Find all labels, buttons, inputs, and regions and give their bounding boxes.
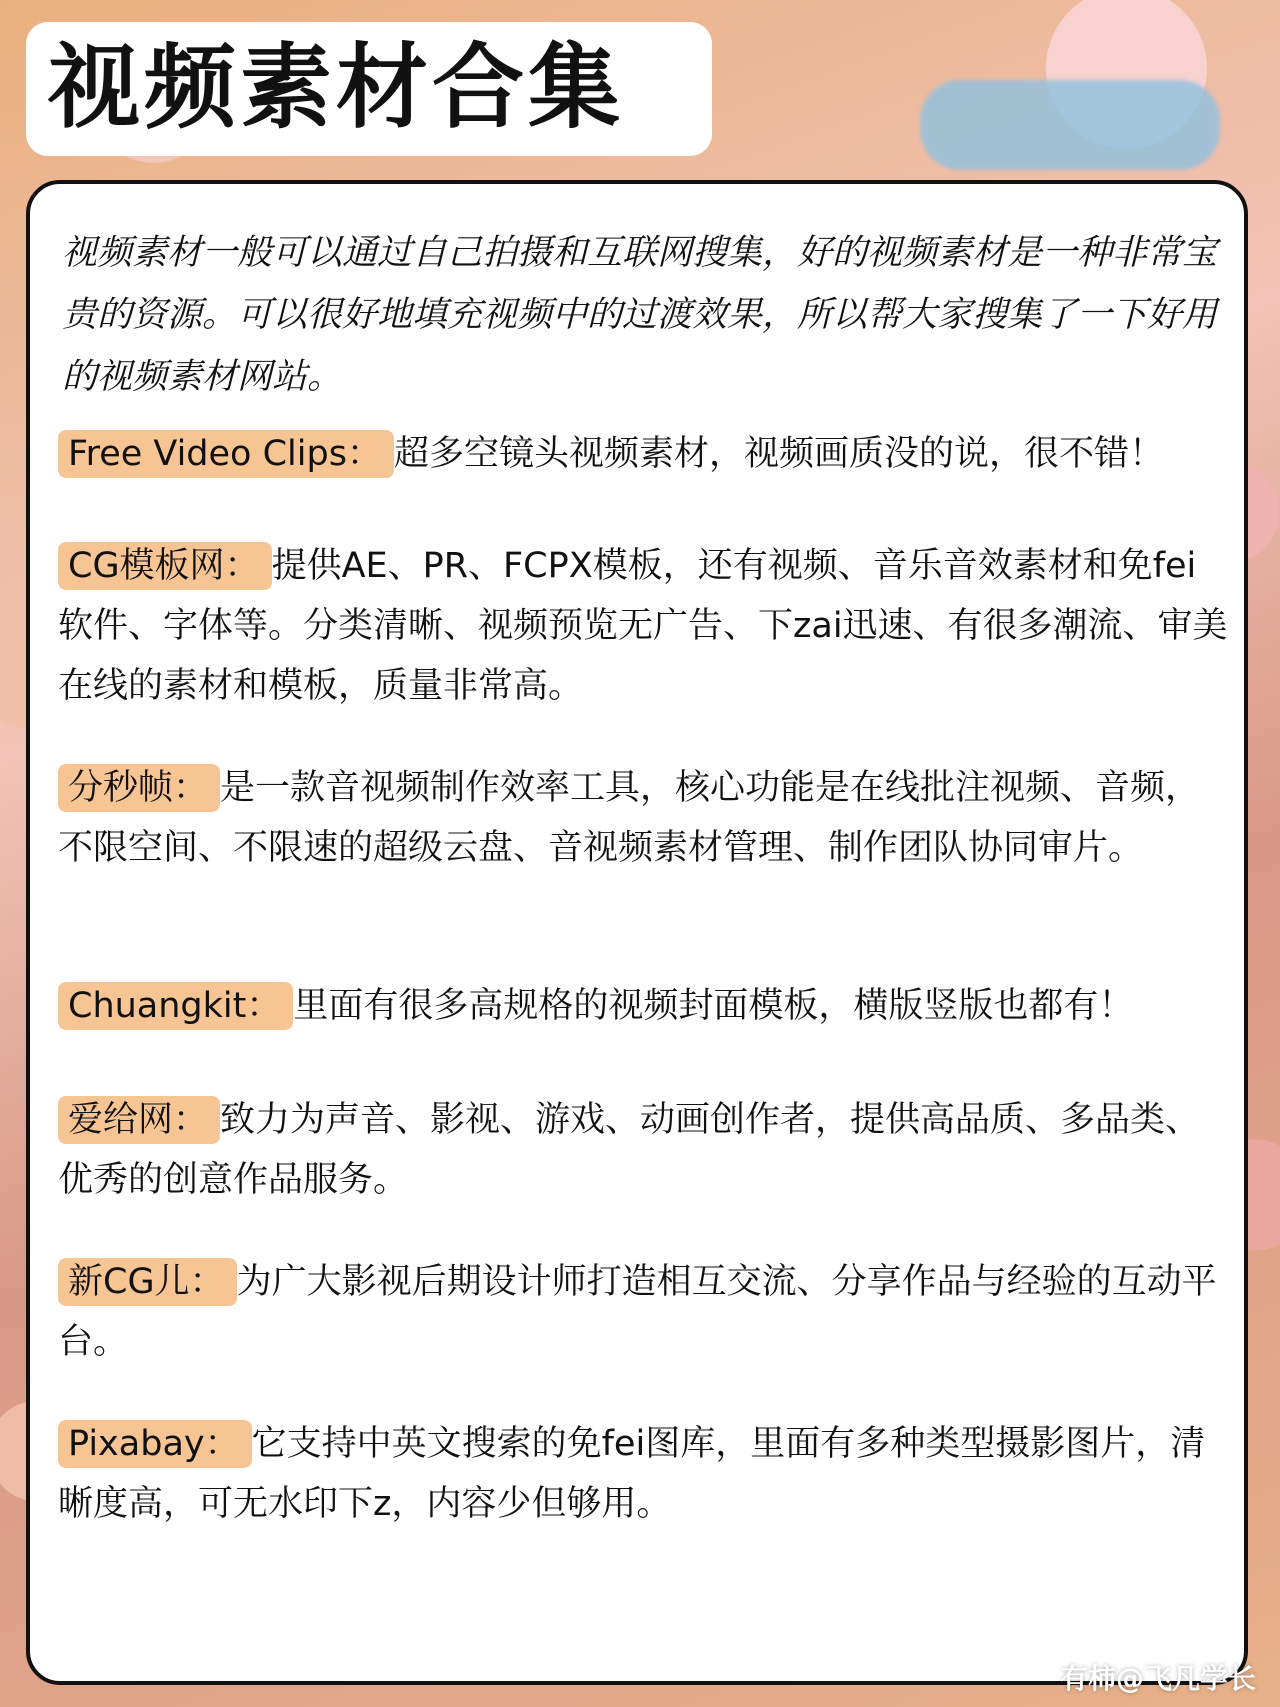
entry-aigei bbox=[58, 1090, 1228, 1210]
page-title: 视频素材合集 bbox=[48, 34, 625, 141]
content-card bbox=[26, 180, 1248, 1685]
entry-free-video-clips bbox=[58, 424, 1228, 484]
entry-description: 致力为声音、影视、游戏、动画创作者，提供高品质、多品类、优秀的创意作品服务。 bbox=[58, 1100, 1201, 1200]
intro-paragraph: 视频素材一般可以通过自己拍摄和互联网搜集，好的视频素材是一种非常宝贵的资源。可以很好地填充视频中的过渡效果，所以帮大家搜集了一下好用的视频素材网站。 bbox=[62, 233, 1218, 397]
entry-description: 它支持中英文搜索的免fei图库，里面有多种类型摄影图片，清晰度高，可无水印下z，内容少但够用。 bbox=[58, 1424, 1206, 1524]
footer-watermark: 有柿@飞凡学长 bbox=[1059, 1662, 1256, 1695]
image-watermark: @谁的纽扣掉了o bbox=[52, 492, 205, 516]
background-sky bbox=[920, 80, 1220, 170]
entry-chuangkit bbox=[58, 976, 1228, 1036]
entry-name-tag: 新CG儿： bbox=[58, 1258, 237, 1306]
entry-name-tag: Chuangkit： bbox=[58, 982, 293, 1030]
entry-name-tag: 爱给网： bbox=[58, 1096, 220, 1144]
entry-name-tag: Free Video Clips： bbox=[58, 430, 394, 478]
entry-xincger bbox=[58, 1252, 1228, 1372]
entry-name-tag: 分秒帧： bbox=[58, 764, 220, 812]
entry-cg-template bbox=[58, 536, 1228, 716]
entry-name-tag: CG模板网： bbox=[58, 542, 272, 590]
entry-description: 里面有很多高规格的视频封面模板，横版竖版也都有！ bbox=[293, 986, 1134, 1026]
entry-description: 超多空镜头视频素材，视频画质没的说，很不错！ bbox=[393, 434, 1164, 474]
entry-pixabay bbox=[58, 1414, 1228, 1534]
entry-name-tag: Pixabay： bbox=[58, 1420, 252, 1468]
entry-description: 为广大影视后期设计师打造相互交流、分享作品与经验的互动平台。 bbox=[58, 1262, 1217, 1362]
entry-description: 是一款音视频制作效率工具，核心功能是在线批注视频、音频，不限空间、不限速的超级云盘、音视频素材管理、制作团队协同审片。 bbox=[58, 768, 1201, 868]
entry-description: 提供AE、PR、FCPX模板，还有视频、音乐音效素材和免fei软件、字体等。分类清晰、视频预览无广告、下zai迅速、有很多潮流、审美在线的素材和模板，质量非常高。 bbox=[58, 546, 1228, 706]
entry-fenmiaozhen bbox=[58, 758, 1228, 878]
